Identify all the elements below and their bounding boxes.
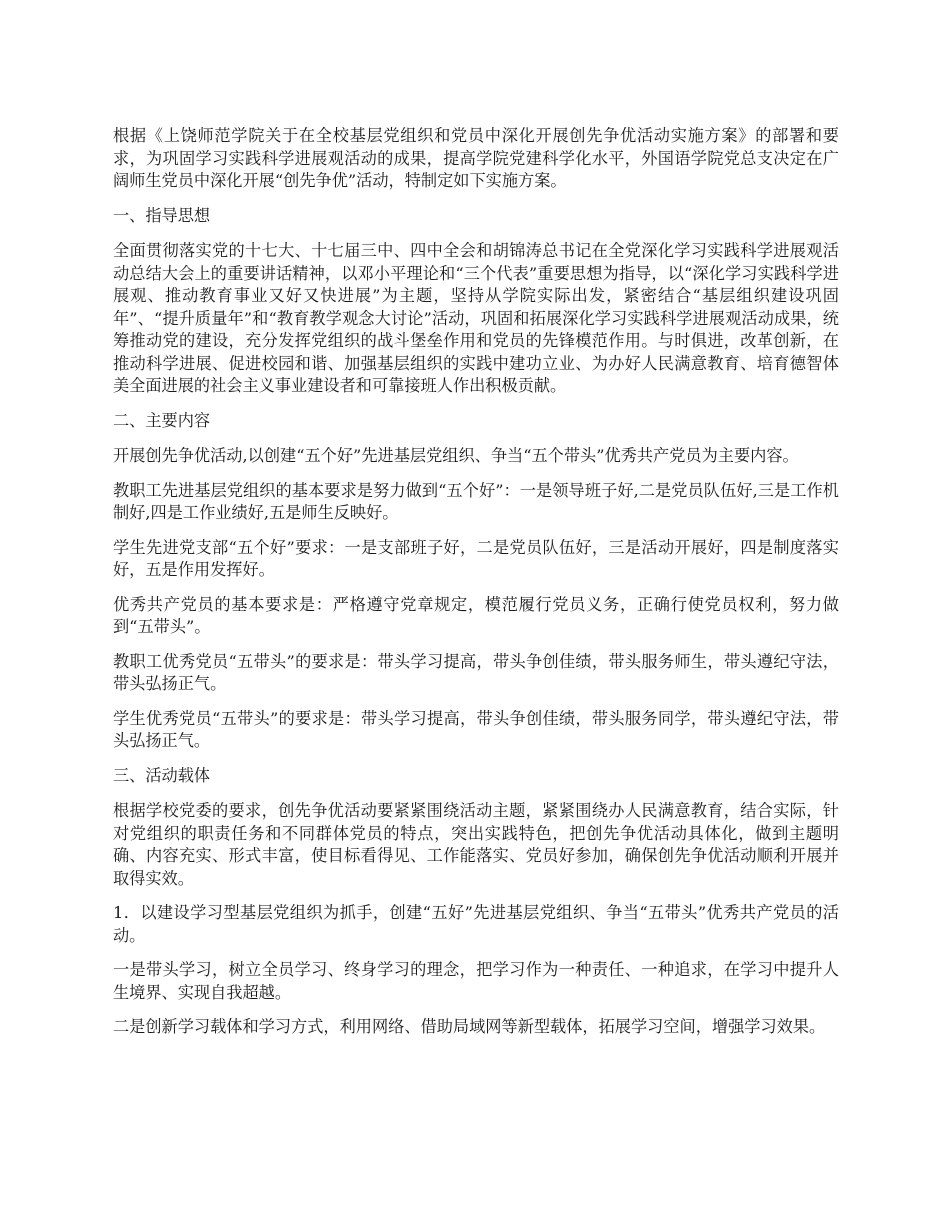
numbered-item-1: 1．以建设学习型基层党组织为抓手，创建“五好”先进基层党组织、争当“五带头”优秀共产党员的活动。	[113, 903, 839, 945]
student-member-five-leads: 学生优秀党员“五带头”的要求是：带头学习提高，带头争创佳绩，带头服务同学，带头遵纪守法，带头弘扬正气。	[113, 708, 839, 750]
section-heading-guiding-thought: 一、指导思想	[113, 205, 211, 225]
document-body	[113, 125, 839, 1051]
point-two-paragraph: 二是创新学习载体和学习方式，利用网络、借助局域网等新型载体，拓展学习空间，增强学习效果。	[113, 1017, 826, 1036]
student-branch-requirements: 学生先进党支部“五个好”要求：一是支部班子好，二是党员队伍好，三是活动开展好，四是制度落实好，五是作用发挥好。	[113, 537, 839, 579]
section-heading-activity-carrier: 三、活动载体	[113, 765, 211, 785]
staff-member-five-leads: 教职工优秀党员“五带头”的要求是：带头学习提高，带头争创佳绩，带头服务师生，带头遵纪守法，带头弘扬正气。	[113, 651, 839, 693]
point-one-paragraph: 一是带头学习，树立全员学习、终身学习的理念，把学习作为一种责任、一种追求，在学习中提升人生境界、实现自我超越。	[113, 960, 839, 1002]
member-basic-requirements: 优秀共产党员的基本要求是：严格遵守党章规定，模范履行党员义务，正确行使党员权利，努力做到“五带头”。	[113, 594, 839, 636]
intro-paragraph: 根据《上饶师范学院关于在全校基层党组织和党员中深化开展创先争优活动实施方案》的部署和要求，为巩固学习实践科学进展观活动的成果，提高学院党建科学化水平，外国语学院党总支决定在广阔师生党员中深化开展“创先争优”活动，特制定如下实施方案。	[113, 126, 839, 190]
section-heading-main-content: 二、主要内容	[113, 410, 211, 430]
main-content-paragraph: 开展创先争优活动,以创建“五个好”先进基层党组织、争当“五个带头”优秀共产党员为主要内容。	[113, 446, 799, 465]
activity-carrier-paragraph: 根据学校党委的要求，创先争优活动要紧紧围绕活动主题，紧紧围绕办人民满意教育，结合实际，针对党组织的职责任务和不同群体党员的特点，突出实践特色，把创先争优活动具体化，做到主题明确、内容充实、形式丰富，使目标看得见、工作能落实、党员好参加，确保创先争优活动顺利开展并取得实效。	[113, 801, 839, 888]
staff-organization-requirements: 教职工先进基层党组织的基本要求是努力做到“五个好”：一是领导班子好,二是党员队伍好,三是工作机制好,四是工作业绩好,五是师生反映好。	[113, 480, 839, 522]
guiding-thought-paragraph: 全面贯彻落实党的十七大、十七届三中、四中全会和胡锦涛总书记在全党深化学习实践科学进展观活动总结大会上的重要讲话精神，以邓小平理论和“三个代表”重要思想为指导，以“深化学习实践科学进展观、推动教育事业又好又快进展”为主题，坚持从学院实际出发，紧密结合“基层组织建设巩固年”、“提升质量年”和“教育教学观念大讨论”活动，巩固和拓展深化学习实践科学进展观活动成果，统筹推动党的建设，充分发挥党组织的战斗堡垒作用和党员的先锋模范作用。与时俱进，改革创新，在推动科学进展、促进校园和谐、加强基层组织的实践中建功立业、为办好人民满意教育、培育德智体美全面进展的社会主义事业建设者和可靠接班人作出积极贡献。	[113, 241, 839, 395]
